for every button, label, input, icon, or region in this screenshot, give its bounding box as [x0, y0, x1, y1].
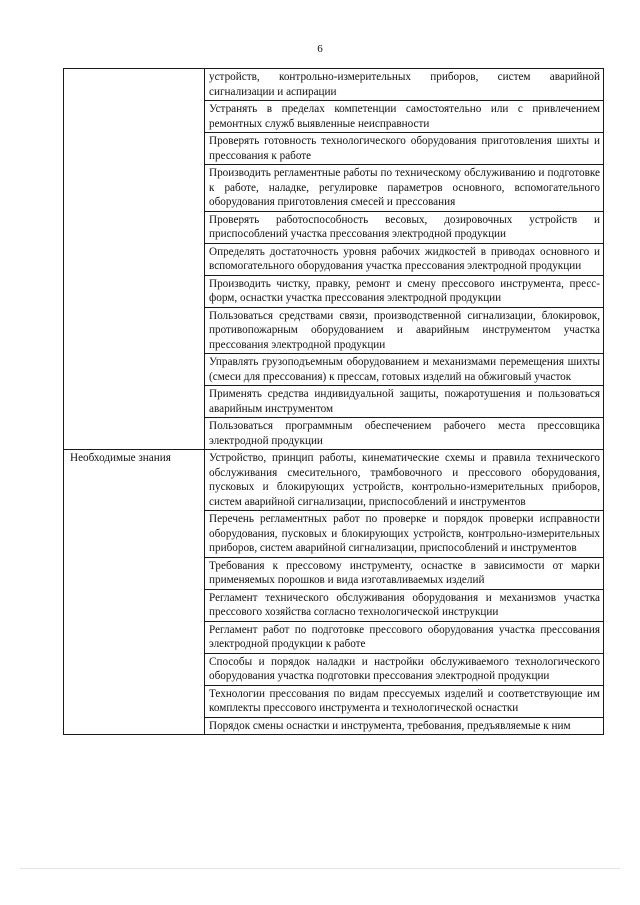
- knowledge-item: Перечень регламентных работ по проверке и порядок проверки исправности оборудования, пусковых и блокирующих устройств, контрольно-измерительных приборов, систем аварийной сигнализации, приспособлений и инструментов: [205, 511, 604, 558]
- scan-edge-divider: [20, 868, 620, 869]
- skill-item: Проверять готовность технологического оборудования приготовления шихты и прессования к работе: [205, 133, 604, 165]
- skill-item: Определять достаточность уровня рабочих жидкостей в приводах основного и вспомогательного оборудования участка прессования электродной продукции: [205, 243, 604, 275]
- skill-item: Производить чистку, правку, ремонт и смену прессового инструмента, пресс-форм, оснастки участка прессования электродной продукции: [205, 275, 604, 307]
- skill-item: Проверять работоспособность весовых, дозировочных устройств и приспособлений участка прессования электродной продукции: [205, 211, 604, 243]
- page-number: 6: [317, 43, 323, 55]
- knowledge-item: Устройство, принцип работы, кинематические схемы и правила технического обслуживания смесительного, трамбовочного и прессового оборудования, пусковых и блокирующих устройств, контрольно-измерительных приборов, систем аварийной сигнализации, приспособлений и инструментов: [205, 450, 604, 511]
- knowledge-item: Требования к прессовому инструменту, оснастке в зависимости от марки применяемых порошков и вида изготавливаемых изделий: [205, 557, 604, 589]
- skill-item: устройств, контрольно-измерительных приборов, систем аварийной сигнализации и аспирации: [205, 69, 604, 101]
- knowledge-item: Регламент технического обслуживания оборудования и механизмов участка прессового хозяйства согласно технологической инструкции: [205, 589, 604, 621]
- knowledge-item: Технологии прессования по видам прессуемых изделий и соответствующие им комплекты прессового инструмента и технологической оснастки: [205, 685, 604, 717]
- knowledge-item: Способы и порядок наладки и настройки обслуживаемого технологического оборудования участка подготовки прессования электродной продукции: [205, 653, 604, 685]
- knowledge-item: Порядок смены оснастки и инструмента, требования, предъявляемые к ним: [205, 717, 604, 735]
- knowledge-section-label: Необходимые знания: [64, 450, 205, 735]
- skill-item: Устранять в пределах компетенции самостоятельно или с привлечением ремонтных служб выявленные неисправности: [205, 101, 604, 133]
- table-row: [64, 450, 604, 511]
- competency-table: [63, 68, 604, 735]
- skill-item: Производить регламентные работы по техническому обслуживанию и подготовке к работе, наладке, регулировке параметров основного, вспомогательного оборудования приготовления смесей и прессования: [205, 165, 604, 212]
- knowledge-item: Регламент работ по подготовке прессового оборудования участка прессования электродной продукции к работе: [205, 621, 604, 653]
- skill-item: Применять средства индивидуальной защиты, пожаротушения и пользоваться аварийным инструментом: [205, 386, 604, 418]
- skills-label-cell: [64, 69, 205, 450]
- skill-item: Пользоваться программным обеспечением рабочего места прессовщика электродной продукции: [205, 418, 604, 450]
- skill-item: Пользоваться средствами связи, производственной сигнализации, блокировок, противопожарным оборудованием и аварийным инструментом участка прессования электродной продукции: [205, 307, 604, 354]
- skill-item: Управлять грузоподъемным оборудованием и механизмами перемещения шихты (смеси для прессования) к прессам, готовых изделий на обжиговый участок: [205, 354, 604, 386]
- table-row: [64, 69, 604, 101]
